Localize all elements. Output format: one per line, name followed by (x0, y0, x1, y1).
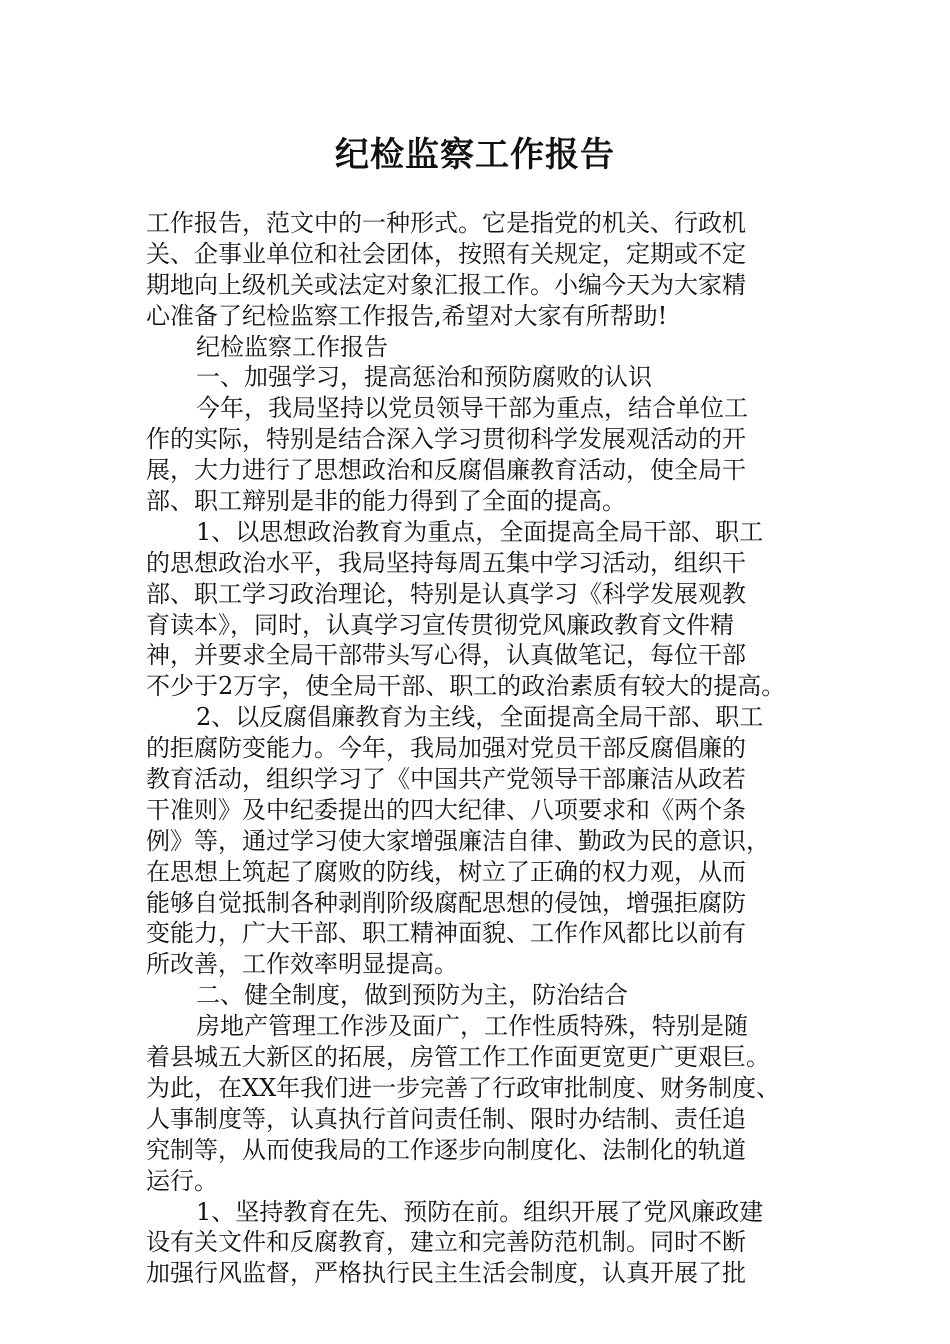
body-line: 展，大力进行了思想政治和反腐倡廉教育活动，使全局干 (146, 456, 746, 485)
body-line: 变能力，广大干部、职工精神面貌、工作作风都比以前有 (146, 919, 746, 948)
body-line: 作的实际，特别是结合深入学习贯彻科学发展观活动的开 (146, 425, 746, 454)
body-line: 加强行风监督，严格执行民主生活会制度，认真开展了批 (146, 1259, 746, 1288)
body-line: 人事制度等，认真执行首问责任制、限时办结制、责任追 (146, 1104, 746, 1133)
body-line: 着县城五大新区的拓展，房管工作工作面更宽更广更艰巨。 (146, 1043, 770, 1072)
body-line: 的思想政治水平，我局坚持每周五集中学习活动，组织干 (146, 548, 746, 577)
body-line: 干准则》及中纪委提出的四大纪律、八项要求和《两个条 (146, 795, 746, 824)
body-line: 不少于2万字，使全局干部、职工的政治素质有较大的提高。 (146, 672, 786, 701)
body-line: 一、加强学习，提高惩治和预防腐败的认识 (196, 363, 652, 392)
body-line: 为此，在XX年我们进一步完善了行政审批制度、财务制度、 (146, 1073, 781, 1102)
body-line: 工作报告，范文中的一种形式。它是指党的机关、行政机 (146, 209, 746, 237)
body-line: 究制等，从而使我局的工作逐步向制度化、法制化的轨道 (146, 1135, 746, 1164)
body-line: 例》等，通过学习使大家增强廉洁自律、勤政为民的意识， (146, 826, 770, 855)
document-body (146, 208, 826, 1289)
body-line: 今年，我局坚持以党员领导干部为重点，结合单位工 (196, 394, 748, 423)
body-line: 房地产管理工作涉及面广，工作性质特殊，特别是随 (196, 1012, 748, 1041)
body-line: 2、以反腐倡廉教育为主线，全面提高全局干部、职工 (196, 703, 764, 732)
body-line: 运行。 (146, 1166, 218, 1195)
body-line: 部、职工辩别是非的能力得到了全面的提高。 (146, 487, 626, 516)
body-line: 教育活动，组织学习了《中国共产党领导干部廉洁从政若 (146, 765, 746, 794)
body-line: 1、以思想政治教育为重点，全面提高全局干部、职工 (196, 517, 764, 546)
body-line: 能够自觉抵制各种剥削阶级腐配思想的侵蚀，增强拒腐防 (146, 888, 746, 917)
body-line: 关、企事业单位和社会团体，按照有关规定，定期或不定 (146, 239, 746, 268)
body-line: 纪检监察工作报告 (196, 332, 388, 361)
body-line: 心准备了纪检监察工作报告,希望对大家有所帮助! (146, 301, 668, 330)
body-line: 1、坚持教育在先、预防在前。组织开展了党风廉政建 (196, 1197, 764, 1226)
body-line: 部、职工学习政治理论，特别是认真学习《科学发展观教 (146, 579, 746, 608)
body-line: 二、健全制度，做到预防为主，防治结合 (196, 981, 628, 1010)
body-line: 的拒腐防变能力。今年，我局加强对党员干部反腐倡廉的 (146, 734, 746, 763)
body-line: 神，并要求全局干部带头写心得，认真做笔记，每位干部 (146, 641, 746, 670)
body-line: 所改善，工作效率明显提高。 (146, 950, 458, 979)
body-line: 育读本》，同时，认真学习宣传贯彻党风廉政教育文件精 (146, 610, 734, 639)
body-line: 期地向上级机关或法定对象汇报工作。小编今天为大家精 (146, 270, 746, 299)
body-line: 在思想上筑起了腐败的防线，树立了正确的权力观，从而 (146, 857, 746, 886)
body-line: 设有关文件和反腐教育，建立和完善防范机制。同时不断 (146, 1228, 746, 1257)
document-title: 纪检监察工作报告 (335, 135, 615, 175)
